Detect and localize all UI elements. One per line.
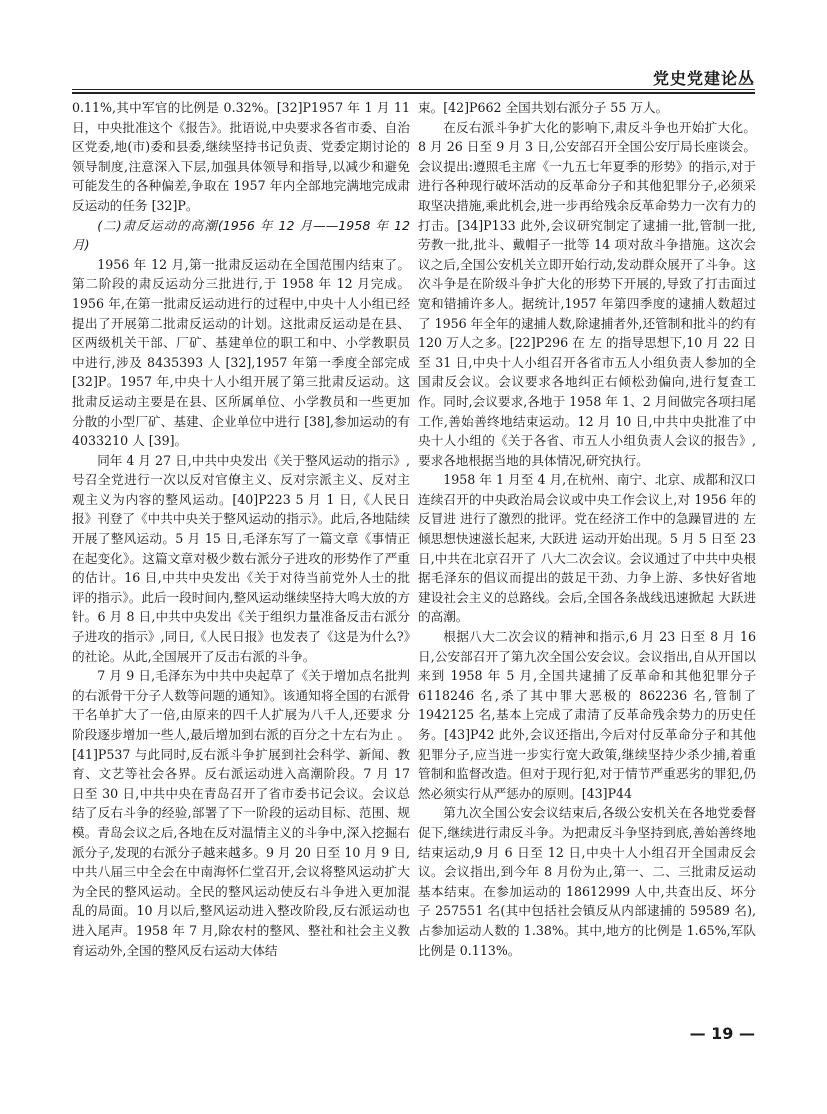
section-heading: (二)肃反运动的高潮(1956 年 12 月——1958 年 12 月) <box>72 217 410 253</box>
body-paragraph: 根据八大二次会议的精神和指示,6 月 23 日至 8 月 16 日,公安部召开了第九次全国公安会议。会议指出,自从开国以来到 1958 年 5 月,全国共逮捕了反革命和其他犯罪分子 6118246 名,杀了其中罪大恶极的 862236 名,管制了 1942125 名,基本上完成了肃清了反革命残余势力的历史任务。[43]P42 此外,会议还指出,今后对付反革命分子和其他犯罪分子,应当进一步实行宽大政策,继续坚持少杀少捕,着重管制和监督改造。但对于现行犯,对于情节严重恶劣的罪犯,仍然必须实行从严惩办的原则。[43]P44 <box>418 629 756 801</box>
journal-title: 党史党建论丛 <box>652 69 755 88</box>
body-paragraph: 1958 年 1 月至 4 月,在杭州、南宁、北京、成都和汉口连续召开的中央政治局会议或中央工作会议上,对 1956 年的 反冒进 进行了激烈的批评。党在经济工作中的急躁冒进的 左 倾思想快速滋长起来, 大跃进 运动开始出现。5 月 5 日至 23 日,中共在北京召开了 八大二次会议。会议通过了中共中央根据毛泽东的倡议而提出的鼓足干劲、力争上游、多快好省地建设社会主义的总路线。会后,全国各条战线迅速掀起 大跃进 的高潮。 <box>418 472 756 625</box>
body-paragraph: 在反右派斗争扩大化的影响下,肃反斗争也开始扩大化。8 月 26 日至 9 月 3 日,公安部召开全国公安厅局长座谈会。会议提出:遵照毛主席《一九五七年夏季的形势》的指示,对于进行各种现行破坏活动的反革命分子和其他犯罪分子,必须采取坚决措施,乘此机会,进一步再给残余反革命势力一次有力的打击。[34]P133 此外,会议研究制定了逮捕一批,管制一批,劳教一批,批斗、戴帽子一批等 14 项对敌斗争措施。这次会议之后,全国公安机关立即开始行动,发动群众展开了斗争。这次斗争是在阶级斗争扩大化的形势下开展的,导致了打击面过宽和错捕许多人。据统计,1957 年第四季度的逮捕人数超过了 1956 年全年的逮捕人数,除逮捕者外,还管制和批斗的约有 120 万人之多。[22]P296 在 左 的指导思想下,10 月 22 日至 31 日,中央十人小组召开各省市五人小组负责人参加的全国肃反会议。会议要求各地纠正右倾松劲偏向,进行复查工作。同时,会议要求,各地于 1958 年 1、2 月间做完各项扫尾工作,善始善终地结束运动。12 月 10 日,中共中央批准了中央十人小组的《关于各省、市五人小组负责人会议的报告》,要求各地根据当地的具体情况,研究执行。 <box>418 119 756 468</box>
header-rule-thick <box>72 92 755 94</box>
body-paragraph: 7 月 9 日,毛泽东为中共中央起草了《关于增加点名批判的右派骨干分子人数等问题的通知》。该通知将全国的右派骨干名单扩大了一倍,由原来的四千人扩展为八千人,还要求 分阶段逐步增加一些人,最后增加到右派的百分之十左右为止 。[41]P537 与此同时,反右派斗争扩展到社会科学、新闻、教育、文艺等社会各界。反右派运动进入高潮阶段。7 月 17 日至 30 日,中共中央在青岛召开了省市委书记会议。会议总结了反右斗争的经验,部署了下一阶段的运动目标、范围、规模。青岛会议之后,各地在反对温情主义的斗争中,深入挖掘右派分子,发现的右派分子越来越多。9 月 20 日至 10 月 9 日,中共八届三中全会在中南海怀仁堂召开,会议将整风运动扩大为全民的整风运动。全民的整风运动使反右斗争进入更加混乱的局面。10 月以后,整风运动进入整改阶段,反右派运动也进入尾声。1958 年 7 月,除农村的整风、整社和社会主义教育运动外,全国的整风反右运动大体结 <box>72 668 410 958</box>
body-paragraph: 同年 4 月 27 日,中共中央发出《关于整风运动的指示》,号召全党进行一次以反对官僚主义、反对宗派主义、反对主观主义为内容的整风运动。[40]P223 5 月 1 日,《人民日报》刊登了《中共中央关于整风运动的指示》。此后,各地陆续开展了整风运动。5 月 15 日,毛泽东写了一篇文章《事情正在起变化》。这篇文章对极少数右派分子进攻的形势作了严重的估计。16 日,中共中央发出《关于对待当前党外人士的批评的指示》。此后一段时间内,整风运动继续坚持大鸣大放的方针。6 月 8 日,中共中央发出《关于组织力量准备反击右派分子进攻的指示》,同日,《人民日报》也发表了《这是为什么?》的社论。从此,全国展开了反击右派的斗争。 <box>72 452 410 664</box>
right-column <box>418 98 756 960</box>
left-column <box>72 98 410 960</box>
body-paragraph: 1956 年 12 月,第一批肃反运动在全国范围内结束了。第二阶段的肃反运动分三批进行,于 1958 年 12 月完成。1956 年,在第一批肃反运动进行的过程中,中央十人小组已经提出了开展第二批肃反运动的计划。这批肃反运动是在县、区两级机关干部、厂矿、基建单位的职工和中、小学教职员中进行,涉及 8435393 人 [32],1957 年第一季度全部完成 [32]P。1957 年,中央十人小组开展了第三批肃反运动。这批肃反运动主要是在县、区所属单位、小学教员和一些更加分散的小型厂矿、基建、企业单位中进行 [38],参加运动的有 4033210 人 [39]。 <box>72 256 410 449</box>
body-paragraph: 束。[42]P662 全国共划右派分子 55 万人。 <box>418 100 669 115</box>
body-paragraph: 第九次全国公安会议结束后,各级公安机关在各地党委督促下,继续进行肃反斗争。为把肃反斗争坚持到底,善始善终地结束运动,9 月 6 日至 12 日,中央十人小组召开全国肃反会议。会议指出,到今年 8 月份为止,第一、二、三批肃反运动基本结束。在参加运动的 18612999 人中,共查出反、坏分子 257551 名(其中包括社会镇反从内部逮捕的 59589 名),占参加运动人数的 1.38%。其中,地方的比例是 1.65%,军队比例是 0.113%。 <box>418 805 756 958</box>
page-number: — 19 — <box>689 1024 755 1043</box>
running-header <box>72 62 755 92</box>
body-paragraph: 0.11%,其中军官的比例是 0.32%。[32]P1957 年 1 月 11 日，中央批准这个《报告》。批语说,中央要求各省市委、自治区党委,地(市)委和县委,继续坚持书记负责、党委定期讨论的领导制度,注意深入下层,加强具体领导和指导,以减少和避免可能发生的各种偏差,争取在 1957 年内全部地完满地完成肃反运动的任务 [32]P。 <box>72 100 410 213</box>
header-rule-thin <box>72 89 755 90</box>
